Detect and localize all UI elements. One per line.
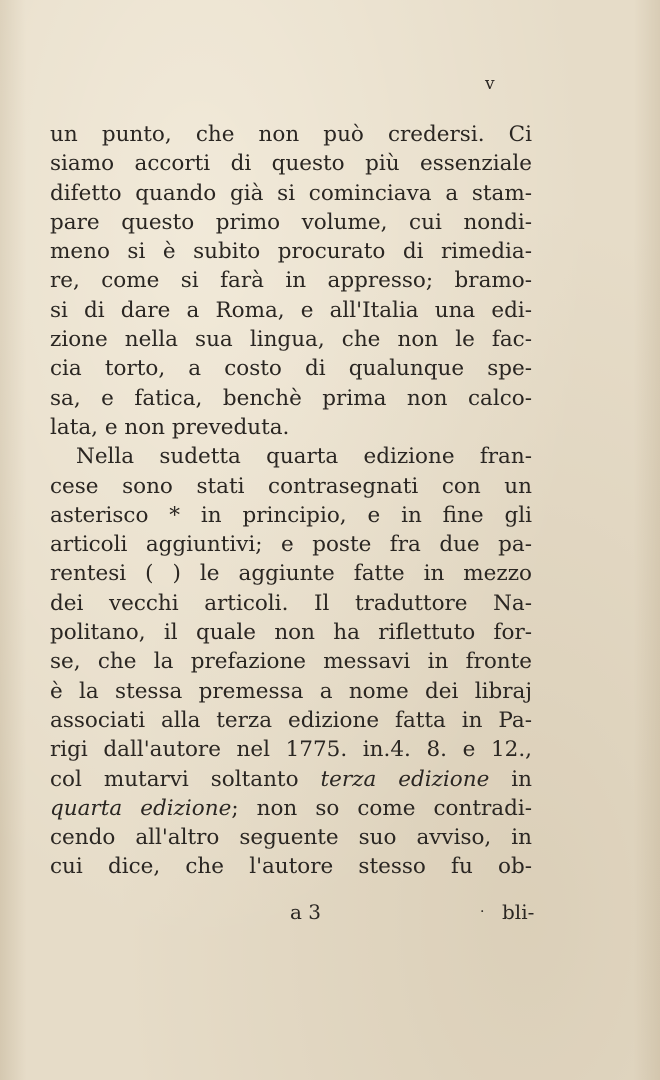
italic-run: terza edizione xyxy=(320,766,490,792)
catchword: bli- xyxy=(502,900,535,924)
text-line: rentesi ( ) le aggiunte fatte in mezzo xyxy=(50,561,532,587)
text-line: dei vecchi articoli. Il traduttore Na- xyxy=(50,590,532,616)
text-line: re, come si farà in appresso; bramo- xyxy=(50,268,532,294)
text-line: articoli aggiuntivi; e poste fra due pa- xyxy=(50,532,532,558)
body-text xyxy=(50,120,532,882)
text-line: si di dare a Roma, e all'Italia una edi- xyxy=(50,297,532,323)
text-line: cendo all'altro seguente suo avviso, in xyxy=(50,825,532,851)
text-line: zione nella sua lingua, che non le fac- xyxy=(50,327,532,353)
text-line: è la stessa premessa a nome dei libraj xyxy=(50,678,532,704)
text-line: cia torto, a costo di qualunque spe- xyxy=(50,356,532,382)
text-line: siamo accorti di questo più essenziale xyxy=(50,151,532,177)
text-run: ; non so come contradi- xyxy=(231,795,532,821)
text-line: Nella sudetta quarta edizione fran- xyxy=(76,444,532,470)
text-line: meno si è subito procurato di rimedia- xyxy=(50,239,532,265)
text-run: col mutarvi soltanto xyxy=(50,766,321,792)
text-line: cese sono stati contrasegnati con un xyxy=(50,473,532,499)
italic-run: quarta edizione xyxy=(50,795,232,821)
text-line: cui dice, che l'autore stesso fu ob- xyxy=(50,854,532,880)
text-run: in xyxy=(489,766,532,792)
text-line: pare questo primo volume, cui nondi- xyxy=(50,209,532,235)
text-line-with-italic xyxy=(50,794,532,823)
page-number: v xyxy=(485,74,496,94)
text-line: asterisco * in principio, e in fine gli xyxy=(50,502,532,528)
text-line: un punto, che non può credersi. Ci xyxy=(50,122,532,147)
text-line: rigi dall'autore nel 1775. in.4. 8. e 12., xyxy=(50,737,532,763)
text-line: se, che la prefazione messavi in fronte xyxy=(50,649,532,675)
catchline xyxy=(50,897,535,927)
text-line: politano, il quale non ha riflettuto for- xyxy=(50,620,532,646)
text-line: sa, e fatica, benchè prima non calco- xyxy=(50,385,532,411)
text-line: associati alla terza edizione fatta in Pa- xyxy=(50,707,532,733)
signature-mark: a 3 xyxy=(290,900,322,924)
text-line: difetto quando già si cominciava a stam- xyxy=(50,180,532,206)
text-line-with-italic xyxy=(50,765,532,794)
ink-speck: · xyxy=(480,904,485,920)
text-line: lata, e non preveduta. xyxy=(50,414,290,440)
